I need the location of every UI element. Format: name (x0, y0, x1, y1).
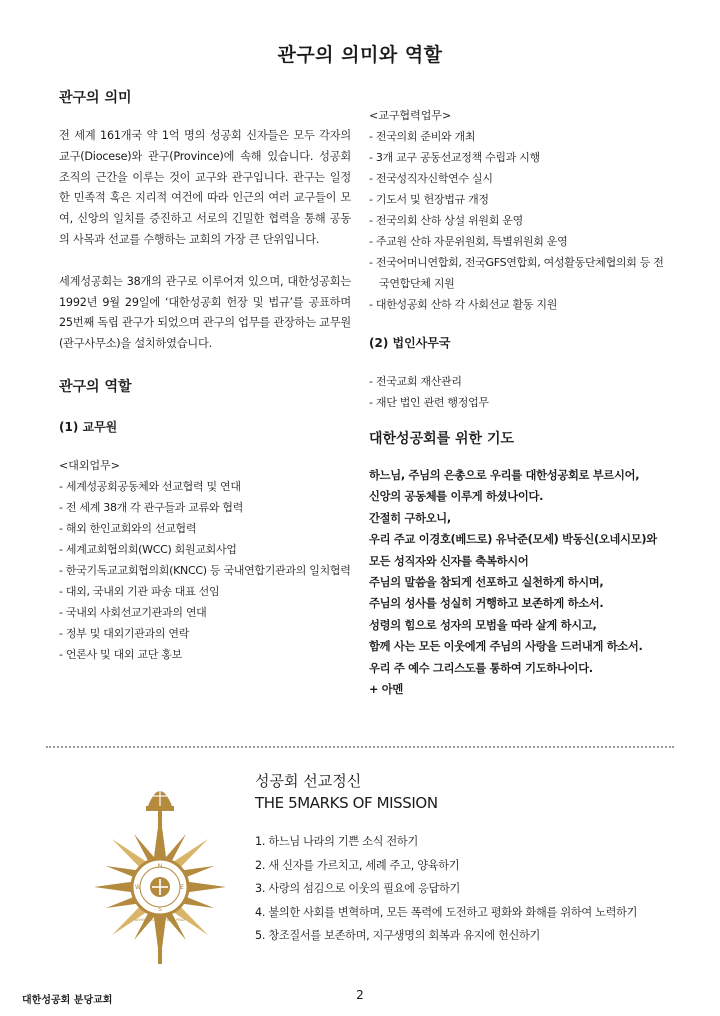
role-heading: 관구의 역할 (59, 378, 132, 395)
external-task-item: - 세계교회협의회(WCC) 회원교회사업 (59, 539, 351, 560)
page-number: 2 (356, 988, 364, 1002)
cooperation-task-item: - 전국성직자신학연수 실시 (369, 168, 669, 189)
footer-church-name: 대한성공회 분당교회 (22, 995, 113, 1006)
corp-task-item: - 전국교회 재산관리 (369, 371, 669, 392)
prayer-line: 간절히 구하오니, (369, 511, 451, 525)
external-task-item: - 국내외 사회선교기관과의 연대 (59, 602, 351, 623)
emblem-letter-west: W (135, 884, 141, 891)
prayer-line: 모든 성직자와 신자를 축복하시어 (369, 554, 529, 568)
left-column (59, 86, 351, 665)
section-divider (46, 746, 674, 748)
prayer-text (369, 465, 669, 700)
cooperation-task-item: - 전국의회 준비와 개최 (369, 126, 669, 147)
corp-list (369, 371, 669, 413)
external-task-item: - 해외 한인교회와의 선교협력 (59, 518, 351, 539)
prayer-line: 신앙의 공동체를 이루게 하셨나이다. (369, 490, 544, 504)
cooperation-label: <교구협력업무> (369, 109, 452, 122)
meaning-paragraph-1: 전 세계 161개국 약 1억 명의 성공회 신자들은 모두 각자의 교구(Diocese)와 관구(Province)에 속해 있습니다. 성공회 조직의 근간을 이루는 것이 교구와 관구입니다. 관구는 일정한 민족적 혹은 지리적 여건에 따라 인근의 여러 교구들이 모여, 신앙의 일치를 증진하고 서로의 긴밀한 협력을 통해 공동의 사목과 선교를 수행하는 교회의 가장 큰 단위입니다. (59, 129, 351, 246)
external-label: <대외업무> (59, 458, 120, 472)
office-heading: (1) 교무원 (59, 419, 118, 434)
emblem-letter-north: N (157, 863, 163, 870)
emblem-motto: ΑΛΗΘΕΙΑ ΕΛΕΥΘΕΡΩΣΕΙ ΥΜΑΣ (134, 918, 186, 922)
page-title: 관구의 의미와 역할 (277, 44, 443, 66)
meaning-heading: 관구의 의미 (59, 90, 132, 106)
prayer-heading: 대한성공회를 위한 기도 (369, 431, 514, 447)
external-task-item: - 세계성공회공동체와 선교협력 및 연대 (59, 476, 351, 497)
mission-mark-item: 1. 하느님 나라의 기쁜 소식 전하기 (255, 835, 418, 848)
cooperation-list (369, 126, 669, 315)
right-column (369, 105, 669, 700)
mission-marks-list (255, 830, 675, 948)
mission-title-en: THE 5MARKS OF MISSION (255, 794, 438, 812)
emblem-letter-south: S (158, 906, 162, 913)
external-task-item: - 전 세계 38개 각 관구들과 교류와 협력 (59, 497, 351, 518)
prayer-line: 성령의 힘으로 성자의 모범을 따라 살게 하시고, (369, 618, 597, 632)
prayer-line: + 아멘 (369, 683, 404, 697)
cooperation-task-item: - 주교원 산하 자문위원회, 특별위원회 운영 (369, 231, 669, 252)
prayer-line: 하느님, 주님의 은총으로 우리를 대한성공회로 부르시어, (369, 469, 640, 482)
meaning-paragraph-2: 세계성공회는 38개의 관구로 이루어져 있으며, 대한성공회는 1992년 9월 29일에 ‘대한성공회 헌장 및 법규’를 공표하며 25번째 독립 관구가 되었으며 관구의 업무를 관장하는 교무원(관구사무소)을 설치하였습니다. (59, 274, 351, 351)
external-list (59, 476, 351, 665)
external-task-item: - 언론사 및 대외 교단 홍보 (59, 644, 351, 665)
prayer-line: 함께 사는 모든 이웃에게 주님의 사랑을 드러내게 하소서. (369, 640, 643, 654)
cooperation-task-item: - 대한성공회 산하 각 사회선교 활동 지원 (369, 294, 669, 315)
external-task-item: - 대외, 국내외 기관 파송 대표 선임 (59, 581, 351, 602)
mission-mark-item: 3. 사랑의 섬김으로 이웃의 필요에 응답하기 (255, 882, 460, 895)
cooperation-task-item: - 기도서 및 헌장법규 개정 (369, 189, 669, 210)
external-task-item: - 정부 및 대외기관과의 연락 (59, 623, 351, 644)
compass-rose-icon (90, 772, 230, 968)
emblem-letter-east: E (180, 884, 184, 891)
prayer-line: 주님의 성사를 성실히 거행하고 보존하게 하소서. (369, 597, 604, 611)
cooperation-task-item: - 3개 교구 공동선교정책 수립과 시행 (369, 147, 669, 168)
mission-title-ko: 성공회 선교정신 (255, 772, 362, 790)
external-task-item: - 한국기독교교회협의회(KNCC) 등 국내연합기관과의 일치협력 (59, 560, 351, 581)
corp-task-item: - 재단 법인 관련 행정업무 (369, 392, 669, 413)
prayer-line: 우리 주 예수 그리스도를 통하여 기도하나이다. (369, 661, 593, 675)
cooperation-task-item: - 전국어머니연합회, 전국GFS연합회, 여성활동단체협의회 등 전국연합단체 지원 (369, 252, 669, 294)
mission-mark-item: 2. 새 신자를 가르치고, 세례 주고, 양육하기 (255, 858, 460, 872)
cooperation-task-item: - 전국의회 산하 상설 위원회 운영 (369, 210, 669, 231)
mission-mark-item: 5. 창조질서를 보존하며, 지구생명의 회복과 유지에 헌신하기 (255, 929, 541, 942)
prayer-line: 주님의 말씀을 참되게 선포하고 실천하게 하시며, (369, 576, 604, 590)
mission-section (255, 770, 675, 948)
mission-mark-item: 4. 불의한 사회를 변혁하며, 모든 폭력에 도전하고 평화와 화해를 위하여 노력하기 (255, 905, 638, 919)
prayer-line: 우리 주교 이경호(베드로) 유낙준(모세) 박동신(오네시모)와 (369, 533, 657, 547)
corp-heading: (2) 법인사무국 (369, 336, 451, 350)
